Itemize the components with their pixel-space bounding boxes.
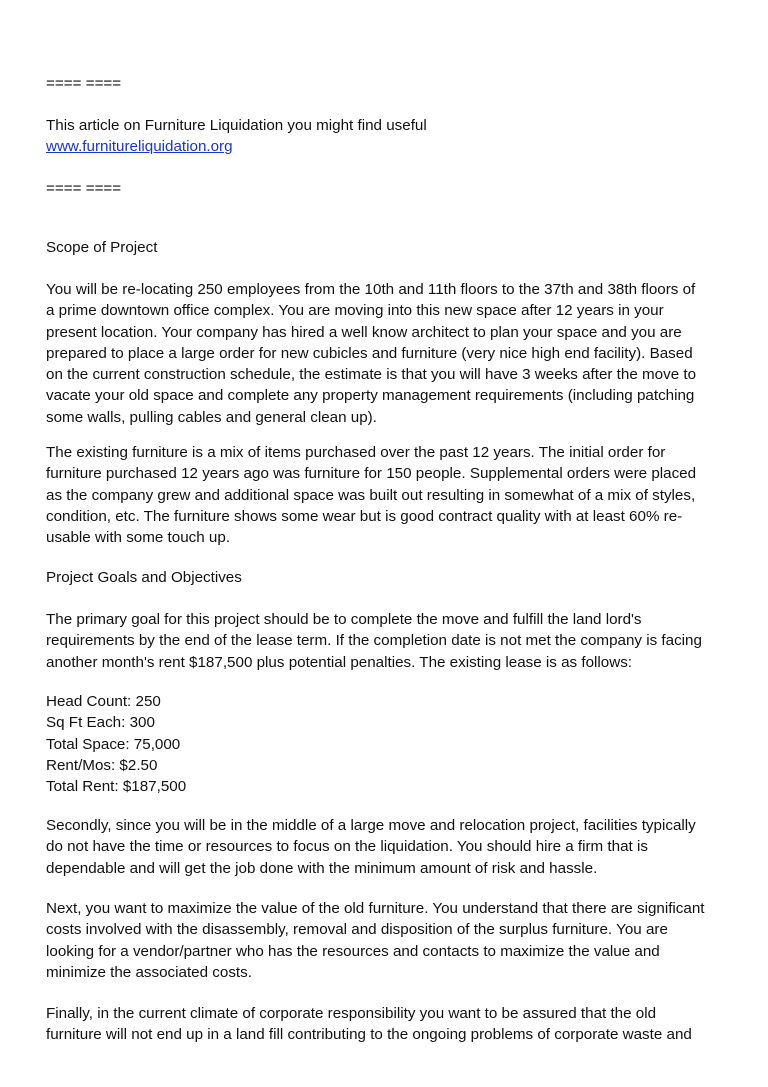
scope-heading: [46, 237, 726, 258]
paragraph-line: another month's rent $187,500 plus potential penalties. The existing lease is as follows:: [46, 653, 633, 671]
section-heading: Project Goals and Objectives: [46, 569, 242, 586]
paragraph-line: on the current construction schedule, the estimate is that you will have 3 weeks after the move to: [46, 366, 697, 384]
separator-text: ==== ====: [46, 75, 122, 92]
paragraph-line: do not have the time or resources to focus on the liquidation. You should hire a firm that is: [46, 838, 648, 856]
intro-text: This article on Furniture Liquidation you might find useful: [46, 117, 427, 134]
scope-paragraph-2: [46, 442, 726, 548]
paragraph-line: The existing furniture is a mix of items purchased over the past 12 years. The initial order for: [46, 444, 666, 461]
paragraph-line: looking for a vendor/partner who has the resources and contacts to maximize the value and: [46, 942, 660, 960]
intro-block: [46, 115, 726, 158]
section-heading: Scope of Project: [46, 239, 158, 256]
separator-text: ==== ====: [46, 180, 122, 197]
lease-details: [46, 691, 726, 797]
paragraph-line: as the company grew and additional space was built out resulting in somewhat of a mix of styles,: [46, 486, 696, 504]
paragraph-line: present location. Your company has hired a well know architect to plan your space and you are: [46, 323, 682, 341]
goals-paragraph-3: [46, 898, 726, 983]
paragraph-line: Finally, in the current climate of corporate responsibility you want to be assured that the old: [46, 1005, 657, 1022]
lease-line: Sq Ft Each: 300: [46, 714, 155, 732]
paragraph-line: some walls, pulling cables and general clean up).: [46, 408, 377, 426]
goals-paragraph-4: [46, 1003, 726, 1046]
lease-line: Total Rent: $187,500: [46, 778, 187, 796]
paragraph-line: Secondly, since you will be in the middle of a large move and relocation project, facilities typically: [46, 817, 696, 834]
paragraph-line: requirements by the end of the lease term. If the completion date is not met the company is facing: [46, 632, 702, 650]
paragraph-line: Next, you want to maximize the value of the old furniture. You understand that there are significant: [46, 900, 705, 917]
lease-line: Head Count: 250: [46, 693, 161, 710]
lease-line: Total Space: 75,000: [46, 735, 181, 753]
paragraph-line: condition, etc. The furniture shows some wear but is good contract quality with at least 60% re-: [46, 507, 683, 525]
paragraph-line: furniture purchased 12 years ago was furniture for 150 people. Supplemental orders were placed: [46, 465, 697, 483]
goals-heading: [46, 567, 726, 588]
paragraph-line: costs involved with the disassembly, removal and disposition of the surplus furniture. You are: [46, 921, 668, 939]
paragraph-line: vacate your old space and complete any property management requirements (including patching: [46, 387, 695, 405]
paragraph-line: usable with some touch up.: [46, 529, 231, 547]
paragraph-line: furniture will not end up in a land fill contributing to the ongoing problems of corporate waste and: [46, 1026, 692, 1044]
separator-top: [46, 73, 726, 94]
scope-paragraph-1: [46, 279, 726, 428]
website-link[interactable]: www.furnitureliquidation.org: [46, 138, 233, 156]
paragraph-line: a prime downtown office complex. You are moving into this new space after 12 years in your: [46, 302, 664, 320]
paragraph-line: dependable and will get the job done with the minimum amount of risk and hassle.: [46, 859, 598, 877]
goals-paragraph-2: [46, 815, 726, 879]
paragraph-line: You will be re-locating 250 employees from the 10th and 11th floors to the 37th and 38th floors of: [46, 281, 696, 298]
paragraph-line: prepared to place a large order for new cubicles and furniture (very nice high end facility). Based: [46, 344, 693, 362]
paragraph-line: minimize the associated costs.: [46, 963, 252, 981]
lease-line: Rent/Mos: $2.50: [46, 756, 158, 774]
separator-bottom: [46, 178, 726, 199]
goals-paragraph-1: [46, 609, 726, 673]
paragraph-line: The primary goal for this project should be to complete the move and fulfill the land lord's: [46, 611, 642, 628]
